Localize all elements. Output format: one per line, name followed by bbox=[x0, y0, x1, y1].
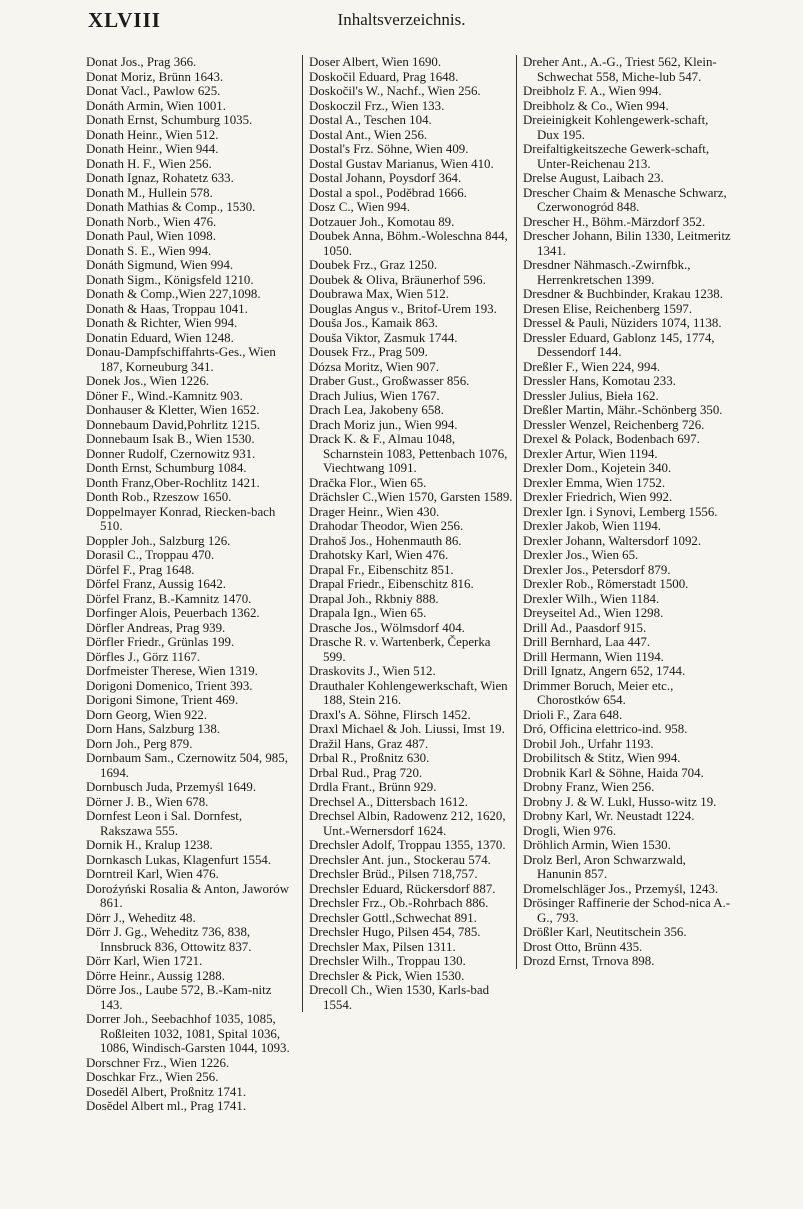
index-entry: Drogli, Wien 976. bbox=[523, 823, 617, 838]
index-entry: Drach Moriz jun., Wien 994. bbox=[309, 417, 458, 432]
index-entry: Dromelschläger Jos., Przemyśl, 1243. bbox=[523, 881, 719, 896]
index-entry: Dörfles J., Görz 1167. bbox=[86, 649, 201, 664]
index-entry: Drbal R., Proßnitz 630. bbox=[309, 751, 430, 765]
index-entry: Drechsler Hugo, Pilsen 454, 785. bbox=[309, 925, 481, 939]
index-entry: Drasche R. v. Wartenberk, Čeperka 599. bbox=[309, 635, 491, 664]
index-entry: Döner F., Wind.-Kamnitz 903. bbox=[86, 388, 243, 403]
index-entry: Donath S. E., Wien 994. bbox=[86, 243, 212, 258]
index-entry: Drechsler Brüd., Pilsen 718,757. bbox=[309, 867, 478, 881]
index-entry: Dörre Heinr., Aussig 1288. bbox=[86, 968, 225, 983]
index-entry: Dörfler Andreas, Prag 939. bbox=[86, 620, 226, 635]
index-entry: Dreifaltigkeitszeche Gewerk-schaft, Unter-Reichenau 213. bbox=[523, 142, 710, 171]
index-entry: Drimmer Boruch, Meier etc., Chorostków 654. bbox=[523, 678, 674, 707]
index-entry: Dörr J. Gg., Weheditz 736, 838, Innsbruck 836, Ottowitz 837. bbox=[86, 925, 252, 954]
index-entry: Dressel & Pauli, Nüziders 1074, 1138. bbox=[523, 316, 722, 330]
index-entry: Draxl Michael & Joh. Liussi, Imst 19. bbox=[309, 722, 505, 736]
index-entry: Drost Otto, Brünn 435. bbox=[523, 939, 643, 954]
index-entry: Dorfinger Alois, Peuerbach 1362. bbox=[86, 606, 260, 620]
index-entry: Doskoczil Frz., Wien 133. bbox=[309, 98, 445, 113]
index-entry: Drechsler Eduard, Rückersdorf 887. bbox=[309, 881, 496, 896]
index-entry: Draskovits J., Wien 512. bbox=[309, 664, 436, 678]
index-entry: Drexler Ign. i Synovi, Lemberg 1556. bbox=[523, 504, 718, 519]
index-entry: Donat Jos., Prag 366. bbox=[86, 55, 197, 69]
index-entry: Doubek Anna, Böhm.-Woleschna 844, 1050. bbox=[309, 229, 508, 258]
index-entry: Drahoš Jos., Hohenmauth 86. bbox=[309, 533, 462, 548]
index-entry: Donáth Armin, Wien 1001. bbox=[86, 98, 226, 113]
index-entry: Dörr Karl, Wien 1721. bbox=[86, 954, 203, 968]
index-entry: Dosedĕl Albert, Proßnitz 1741. bbox=[86, 1084, 247, 1099]
index-entry: Dressler Wenzel, Reichenberg 726. bbox=[523, 417, 705, 432]
index-entry: Draber Gust., Großwasser 856. bbox=[309, 374, 470, 388]
index-entry: Dotzauer Joh., Komotau 89. bbox=[309, 214, 455, 229]
index-entry: Donath Heinr., Wien 944. bbox=[86, 142, 219, 156]
index-entry: Dörfel Franz, Aussig 1642. bbox=[86, 577, 226, 591]
index-entry: Dostal's Frz. Söhne, Wien 409. bbox=[309, 142, 469, 156]
index-entry: Drechsler Adolf, Troppau 1355, 1370. bbox=[309, 838, 506, 852]
index-entry: Dražil Hans, Graz 487. bbox=[309, 736, 429, 751]
index-entry: Dostal A., Teschen 104. bbox=[309, 113, 432, 127]
index-entry: Dresen Elise, Reichenberg 1597. bbox=[523, 301, 693, 316]
index-entry: Drapal Friedr., Eibenschitz 816. bbox=[309, 577, 474, 591]
index-entry: Drescher Johann, Bilin 1330, Leitmeritz 1341. bbox=[523, 229, 731, 258]
index-entry: Donner Rudolf, Czernowitz 931. bbox=[86, 446, 256, 461]
index-entry: Drechsler Ant. jun., Stockerau 574. bbox=[309, 852, 491, 867]
index-entry: Dornkasch Lukas, Klagenfurt 1554. bbox=[86, 852, 272, 867]
index-entry: Drach Lea, Jakobeny 658. bbox=[309, 403, 444, 417]
index-entry: Drechsler & Pick, Wien 1530. bbox=[309, 968, 465, 983]
index-entry: Drahotsky Karl, Wien 476. bbox=[309, 548, 449, 562]
index-entry: Doschkar Frz., Wien 256. bbox=[86, 1070, 219, 1084]
index-entry: Drasche Jos., Wölmsdorf 404. bbox=[309, 620, 465, 635]
index-entry: Douglas Angus v., Britof-Urem 193. bbox=[309, 301, 497, 316]
index-entry: Donath Ignaz, Rohatetz 633. bbox=[86, 171, 234, 185]
index-entry: Douša Viktor, Zasmuk 1744. bbox=[309, 330, 458, 345]
index-entry: Doubrawa Max, Wien 512. bbox=[309, 287, 449, 301]
index-entry: Drahodar Theodor, Wien 256. bbox=[309, 519, 464, 533]
index-entry: Drdla Frant., Brünn 929. bbox=[309, 780, 437, 794]
index-entry: Doser Albert, Wien 1690. bbox=[309, 55, 442, 69]
index-entry: Drößler Karl, Neutitschein 356. bbox=[523, 925, 687, 939]
index-entry: Dressler Eduard, Gablonz 145, 1774, Dessendorf 144. bbox=[523, 330, 715, 359]
index-entry: Donath Norb., Wien 476. bbox=[86, 214, 217, 229]
index-entry: Donath Ernst, Schumburg 1035. bbox=[86, 113, 253, 127]
index-entry: Doroźyński Rosalia & Anton, Jaworów 861. bbox=[86, 881, 290, 910]
index-entry: Dröhlich Armin, Wien 1530. bbox=[523, 838, 671, 852]
index-entry: Dornik H., Kralup 1238. bbox=[86, 838, 213, 852]
index-entry: Dressler Hans, Komotau 233. bbox=[523, 374, 676, 388]
index-entry: Drager Heinr., Wien 430. bbox=[309, 504, 440, 519]
index-entry: Dorn Joh., Perg 879. bbox=[86, 736, 193, 751]
index-entry: Donath M., Hullein 578. bbox=[86, 185, 213, 200]
index-entry: Drolz Berl, Aron Schwarzwald, Hanunin 857. bbox=[523, 852, 686, 881]
index-entry: Drecoll Ch., Wien 1530, Karls-bad 1554. bbox=[309, 983, 490, 1012]
index-entry: Dostal Gustav Marianus, Wien 410. bbox=[309, 156, 494, 171]
index-entry: Doubek & Oliva, Bräunerhof 596. bbox=[309, 272, 486, 287]
index-entry: Drächsler C.,Wien 1570, Garsten 1589. bbox=[309, 490, 513, 504]
index-entry: Dörfel F., Prag 1648. bbox=[86, 562, 195, 577]
index-entry: Dörr J., Weheditz 48. bbox=[86, 910, 196, 925]
page-number: XLVIII bbox=[88, 8, 161, 32]
index-entry: Donath H. F., Wien 256. bbox=[86, 156, 212, 171]
index-entry: Drobny Karl, Wr. Neustadt 1224. bbox=[523, 809, 695, 823]
index-entry: Drach Julius, Wien 1767. bbox=[309, 388, 440, 403]
index-entry: Dresdner & Buchbinder, Krakau 1238. bbox=[523, 287, 723, 301]
index-entry: Drbal Rud., Prag 720. bbox=[309, 765, 423, 780]
index-entry: Douša Jos., Kamaik 863. bbox=[309, 316, 438, 330]
index-entry: Dorrer Joh., Seebachhof 1035, 1085, Roßleiten 1032, 1081, Spital 1036, 1086, Windisch-Garsten 1044, 1093. bbox=[86, 1012, 290, 1055]
index-entry: Donat Moriz, Brünn 1643. bbox=[86, 69, 224, 84]
index-entry: Drapal Joh., Rkbniy 888. bbox=[309, 591, 439, 606]
index-entry: Dousek Frz., Prag 509. bbox=[309, 345, 428, 359]
index-entry: Donáth Sigmund, Wien 994. bbox=[86, 258, 234, 272]
index-entry: Donath & Richter, Wien 994. bbox=[86, 316, 238, 330]
index-entry: Drexler Emma, Wien 1752. bbox=[523, 475, 666, 490]
index-entry: Donath & Haas, Troppau 1041. bbox=[86, 301, 248, 316]
index-entry: Dorigoni Simone, Trient 469. bbox=[86, 693, 239, 707]
index-entry: Doppler Joh., Salzburg 126. bbox=[86, 533, 231, 548]
index-entry: Doskočil's W., Nachf., Wien 256. bbox=[309, 84, 481, 98]
index-entry: Dreßler F., Wien 224, 994. bbox=[523, 359, 661, 374]
index-entry: Dörre Jos., Laube 572, B.-Kam-nitz 143. bbox=[86, 983, 272, 1012]
index-entry: Drobil Joh., Urfahr 1193. bbox=[523, 736, 654, 751]
index-entry: Drelse August, Laibach 23. bbox=[523, 171, 664, 185]
index-entry: Drechsler Frz., Ob.-Rohrbach 886. bbox=[309, 896, 489, 910]
index-entry: Donth Ernst, Schumburg 1084. bbox=[86, 461, 247, 475]
index-entry: Dornbaum Sam., Czernowitz 504, 985, 1694. bbox=[86, 751, 288, 780]
index-entry: Dró, Officina elettrico-ind. 958. bbox=[523, 722, 688, 736]
index-entry: Drexler Jakob, Wien 1194. bbox=[523, 519, 662, 533]
index-entry: Dornbusch Juda, Przemyśl 1649. bbox=[86, 780, 257, 794]
index-entry: Drobnik Karl & Söhne, Haida 704. bbox=[523, 765, 704, 780]
index-entry: Doskočil Eduard, Prag 1648. bbox=[309, 69, 459, 84]
index-entry: Drechsel A., Dittersbach 1612. bbox=[309, 794, 468, 809]
index-entry: Donhauser & Kletter, Wien 1652. bbox=[86, 403, 260, 417]
index-entry: Dorn Georg, Wien 922. bbox=[86, 707, 208, 722]
index-entry: Dorasil C., Troppau 470. bbox=[86, 548, 215, 562]
index-entry: Drechsler Max, Pilsen 1311. bbox=[309, 939, 456, 954]
index-entry: Drexel & Polack, Bodenbach 697. bbox=[523, 432, 700, 446]
index-entry: Drechsel Albin, Radowenz 212, 1620, Unt.-Wernersdorf 1624. bbox=[309, 809, 506, 838]
index-entry: Donath Mathias & Comp., 1530. bbox=[86, 200, 256, 214]
index-entry: Drill Bernhard, Laa 447. bbox=[523, 635, 651, 649]
index-entry: Dosz C., Wien 994. bbox=[309, 200, 410, 214]
index-entry: Drill Ad., Paasdorf 915. bbox=[523, 620, 647, 635]
index-entry: Dörfel Franz, B.-Kamnitz 1470. bbox=[86, 591, 252, 606]
index-entry: Dostal Johann, Poysdorf 364. bbox=[309, 171, 462, 185]
index-entry: Donath Heinr., Wien 512. bbox=[86, 127, 219, 142]
index-entry: Dorigoni Domenico, Trient 393. bbox=[86, 678, 253, 693]
index-entry: Drill Hermann, Wien 1194. bbox=[523, 649, 664, 664]
index-entry: Drexler Wilh., Wien 1184. bbox=[523, 591, 660, 606]
index-entry: Dorschner Frz., Wien 1226. bbox=[86, 1055, 230, 1070]
index-entry: Drapala Ign., Wien 65. bbox=[309, 606, 427, 620]
index-entry: Drexler Friedrich, Wien 992. bbox=[523, 490, 673, 504]
index-entry: Drösinger Raffinerie der Schod-nica A.-G., 793. bbox=[523, 896, 731, 925]
index-entry: Drechsler Gottl.,Schwechat 891. bbox=[309, 910, 477, 925]
index-entry: Dresdner Nähmasch.-Zwirnfbk., Herrenkretschen 1399. bbox=[523, 258, 691, 287]
index-entry: Donatin Eduard, Wien 1248. bbox=[86, 330, 234, 345]
index-entry: Drack K. & F., Almau 1048, Scharnstein 1083, Pettenbach 1076, Viechtwang 1091. bbox=[309, 432, 508, 475]
index-entry: Drexler Artur, Wien 1194. bbox=[523, 446, 658, 461]
index-entry: Drobilitsch & Stitz, Wien 994. bbox=[523, 751, 681, 765]
index-entry: Doppelmayer Konrad, Riecken-bach 510. bbox=[86, 504, 276, 533]
index-entry: Donth Rob., Rzeszow 1650. bbox=[86, 490, 232, 504]
index-entry: Drescher H., Böhm.-Märzdorf 352. bbox=[523, 214, 706, 229]
index-entry: Drobny J. & W. Lukl, Husso-witz 19. bbox=[523, 794, 717, 809]
index-entry: Donath Sigm., Königsfeld 1210. bbox=[86, 272, 254, 287]
index-entry: Dorn Hans, Salzburg 138. bbox=[86, 722, 221, 736]
index-entry: Dörner J. B., Wien 678. bbox=[86, 794, 209, 809]
index-entry: Donnebaum Isak B., Wien 1530. bbox=[86, 432, 255, 446]
index-entry: Dračka Flor., Wien 65. bbox=[309, 475, 427, 490]
index-entry: Dózsa Moritz, Wien 907. bbox=[309, 359, 439, 374]
index-entry: Dressler Julius, Bieła 162. bbox=[523, 388, 659, 403]
index-entry: Dornfest Leon i Sal. Dornfest, Rakszawa 555. bbox=[86, 809, 243, 838]
index-entry: Drexler Jos., Wien 65. bbox=[523, 548, 639, 562]
index-entry: Donau-Dampfschiffahrts-Ges., Wien 187, Korneuburg 341. bbox=[86, 345, 276, 374]
index-entry: Dreher Ant., A.-G., Triest 562, Klein-Schwechat 558, Miche-lub 547. bbox=[523, 55, 717, 84]
index-entry: Dorfmeister Therese, Wien 1319. bbox=[86, 664, 258, 678]
index-entry: Drexler Rob., Römerstadt 1500. bbox=[523, 577, 689, 591]
index-entry: Dostal Ant., Wien 256. bbox=[309, 127, 428, 142]
index-entry: Drescher Chaim & Menasche Schwarz, Czerwonogród 848. bbox=[523, 185, 727, 214]
index-entry: Dosĕdel Albert ml., Prag 1741. bbox=[86, 1099, 247, 1113]
index-entry: Donnebaum David,Pohrlitz 1215. bbox=[86, 417, 260, 432]
index-column-2 bbox=[302, 55, 515, 1012]
index-entry: Donath & Comp.,Wien 227,1098. bbox=[86, 287, 261, 301]
index-entry: Doubek Frz., Graz 1250. bbox=[309, 258, 438, 272]
index-entry: Dreibholz F. A., Wien 994. bbox=[523, 84, 662, 98]
index-entry: Dostal a spol., Poděbrad 1666. bbox=[309, 185, 467, 200]
index-entry: Dörfler Friedr., Grünlas 199. bbox=[86, 635, 235, 649]
index-entry: Donth Franz,Ober-Rochlitz 1421. bbox=[86, 475, 260, 490]
index-entry: Drauthaler Kohlengewerkschaft, Wien 188, Stein 216. bbox=[309, 678, 508, 707]
index-entry: Drexler Dom., Kojetein 340. bbox=[523, 461, 672, 475]
index-entry: Drechsler Wilh., Troppau 130. bbox=[309, 954, 466, 968]
page-title: Inhaltsverzeichnis. bbox=[337, 10, 466, 29]
index-entry: Drapal Fr., Eibenschitz 851. bbox=[309, 562, 454, 577]
index-entry: Donath Paul, Wien 1098. bbox=[86, 229, 216, 243]
index-entry: Dorntreil Karl, Wien 476. bbox=[86, 867, 219, 881]
index-entry: Drioli F., Zara 648. bbox=[523, 707, 623, 722]
index-entry: Dreßler Martin, Mähr.-Schönberg 350. bbox=[523, 403, 723, 417]
index-entry: Drozd Ernst, Trnova 898. bbox=[523, 954, 655, 968]
index-entry: Donat Vacl., Pawlow 625. bbox=[86, 84, 221, 98]
index-entry: Drobny Franz, Wien 256. bbox=[523, 780, 655, 794]
index-column-1 bbox=[86, 55, 294, 1114]
index-entry: Dreyseitel Ad., Wien 1298. bbox=[523, 606, 664, 620]
index-entry: Draxl's A. Söhne, Flirsch 1452. bbox=[309, 707, 471, 722]
index-entry: Donek Jos., Wien 1226. bbox=[86, 374, 210, 388]
index-entry: Drexler Johann, Waltersdorf 1092. bbox=[523, 533, 702, 548]
index-column-3 bbox=[516, 55, 733, 969]
index-entry: Dreibholz & Co., Wien 994. bbox=[523, 98, 669, 113]
index-entry: Drill Ignatz, Angern 652, 1744. bbox=[523, 664, 686, 678]
index-entry: Drexler Jos., Petersdorf 879. bbox=[523, 562, 671, 577]
index-entry: Dreieinigkeit Kohlengewerk-schaft, Dux 195. bbox=[523, 113, 709, 142]
